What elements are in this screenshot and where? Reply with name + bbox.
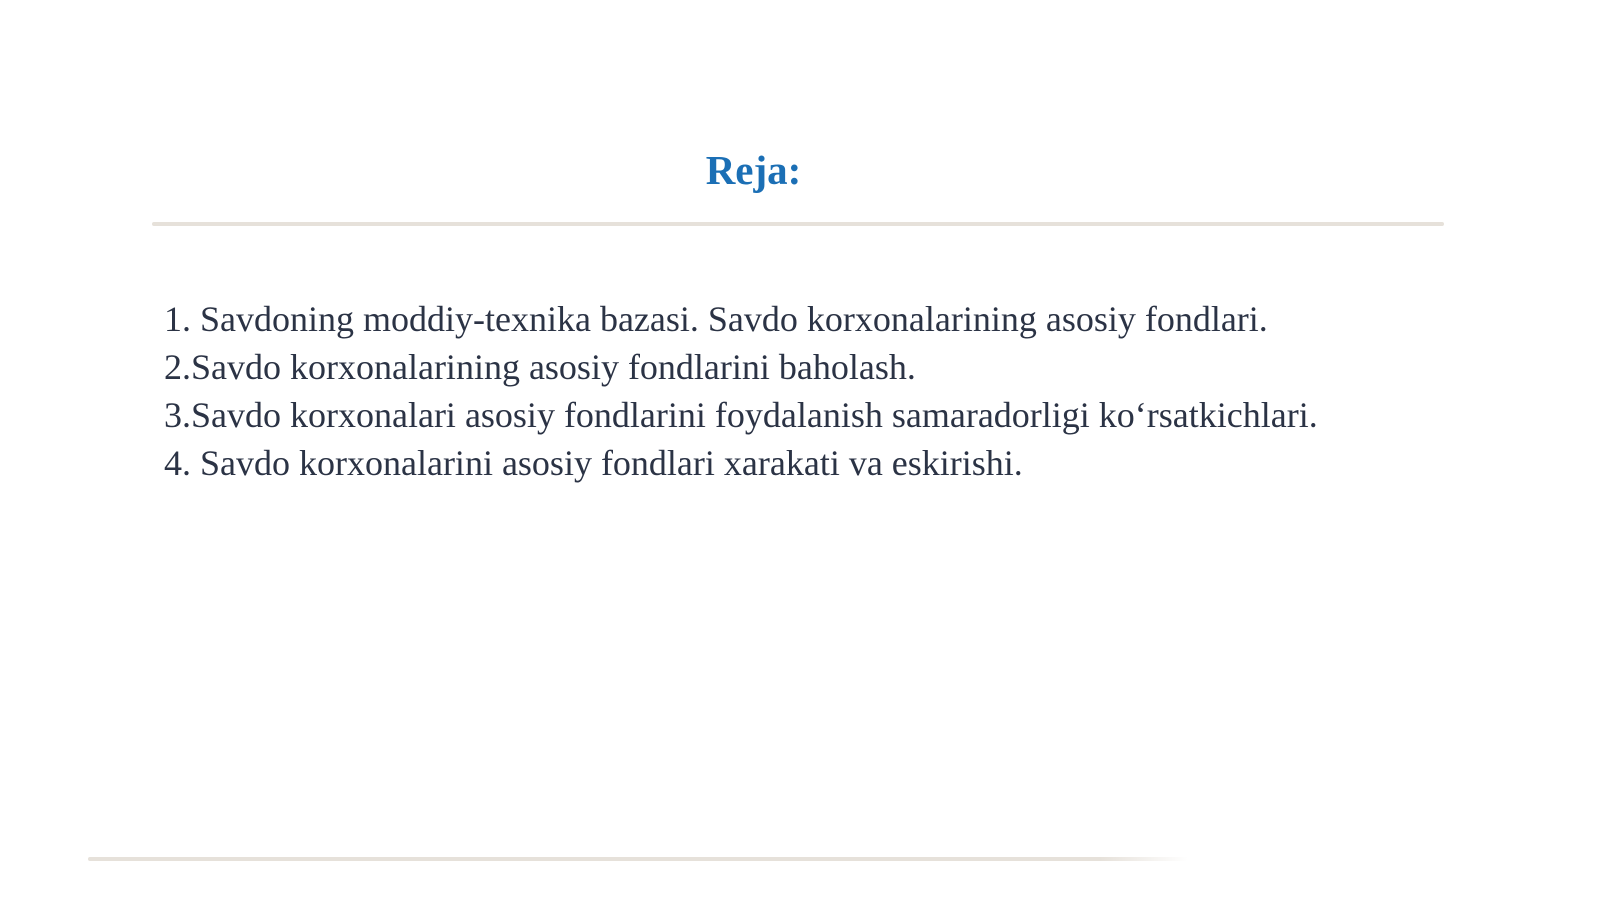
slide-title: Reja: — [705, 147, 802, 193]
plan-list — [164, 295, 1464, 487]
bottom-divider — [88, 857, 1188, 861]
plan-item-1: 1. Savdoning moddiy-texnika bazasi. Savdo korxonalarining asosiy fondlari. — [164, 299, 1268, 339]
plan-item-4: 4. Savdo korxonalarini asosiy fondlari xarakati va eskirishi. — [164, 443, 1023, 483]
title-divider — [152, 222, 1444, 226]
plan-item-2: 2.Savdo korxonalarining asosiy fondlarini baholash. — [164, 347, 916, 387]
plan-item-3: 3.Savdo korxonalari asosiy fondlarini foydalanish samaradorligi ko‘rsatkichlari. — [164, 395, 1318, 435]
